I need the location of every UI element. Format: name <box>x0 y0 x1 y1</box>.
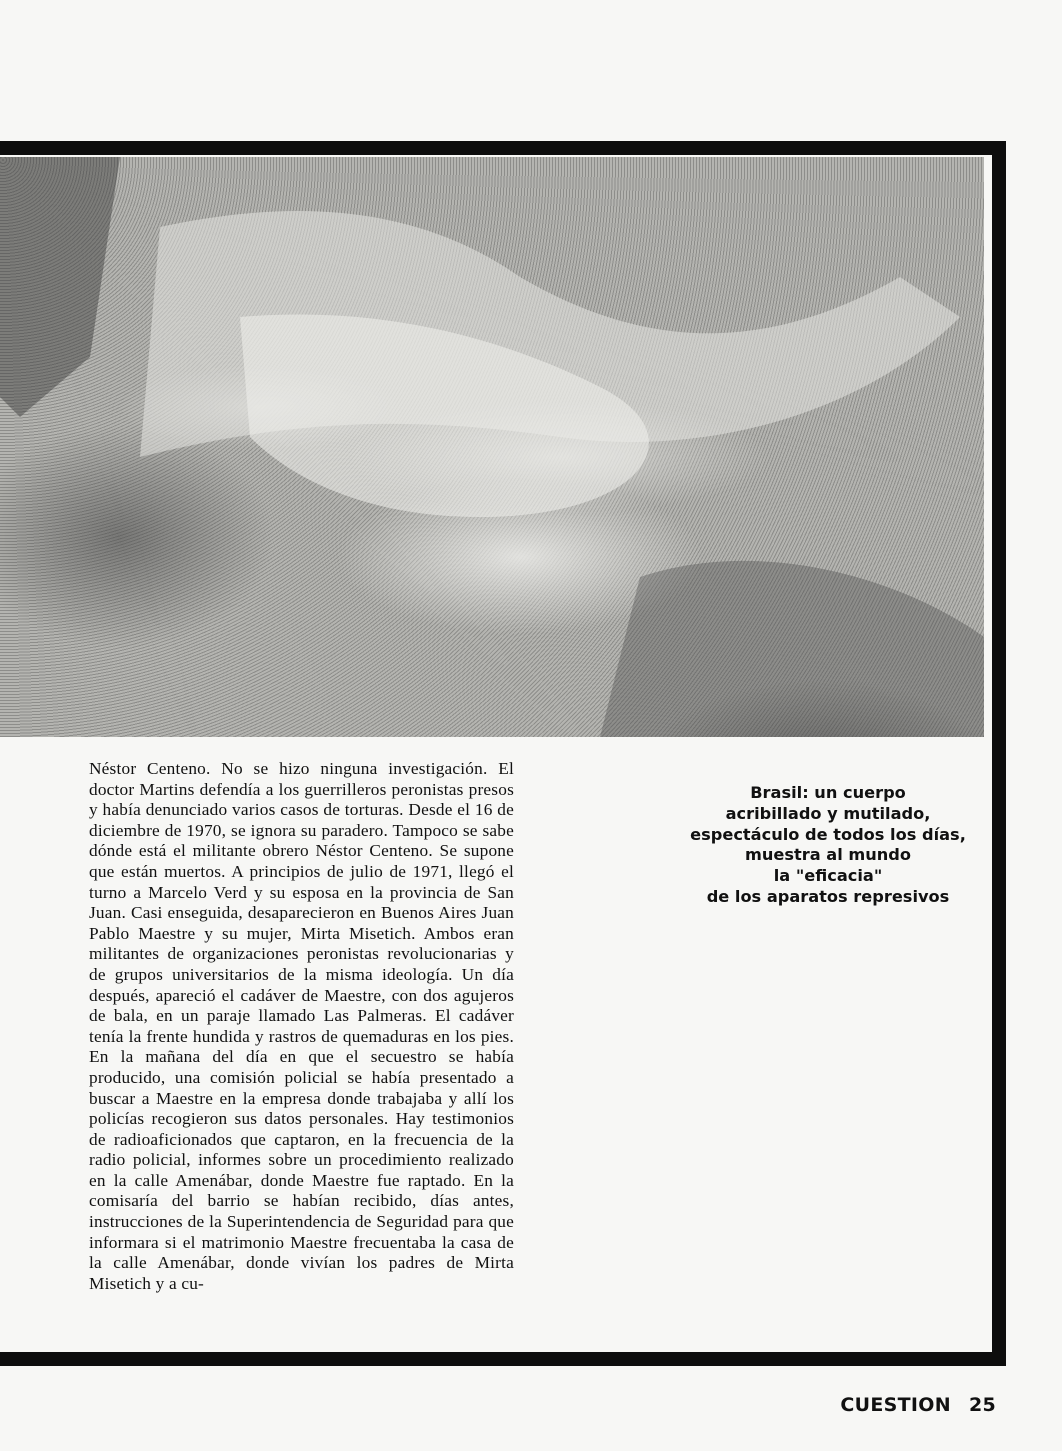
page-footer <box>840 1394 996 1416</box>
caption-line: la "eficacia" <box>773 866 883 886</box>
caption-line: espectáculo de todos los días, <box>690 824 966 844</box>
caption-line: Brasil: un cuerpo <box>750 783 906 802</box>
article-body-text: Néstor Centeno. No se hizo ninguna investigación. El doctor Martins defendía a los guerrilleros peronistas presos y había denunciado varios casos de torturas. Desde el 16 de diciembre de 1970, se ignora su paradero. Tampoco se sabe dónde está el militante obrero Néstor Centeno. Se supone que están muertos. A principios de julio de 1971, llegó el turno a Marcelo Verd y su esposa en la provincia de San Juan. Casi enseguida, desaparecieron en Buenos Aires Juan Pablo Maestre y su mujer, Mirta Misetich. Ambos eran militantes de organizaciones peronistas revolucionarias y de grupos universitarios de la misma ideología. Un día después, apareció el cadáver de Maestre, con dos agujeros de bala, en un paraje llamado Las Palmeras. El cadáver tenía la frente hundida y rastros de quemaduras en los pies. En la mañana del día en que el secuestro se había producido, una comisión policial se había presentado a buscar a Maestre en la empresa donde trabajaba y allí los policías recogieron sus datos personales. Hay testimonios de radioaficionados que captaron, en la frecuencia de la radio policial, informes sobre un procedimiento realizado en la calle Amenábar, donde Maestre fue raptado. En la comisaría del barrio se habían recibido, días antes, instrucciones de la Superintendencia de Seguridad para que informara si el matrimonio Maestre frecuentaba la casa de la calle Amenábar, donde vivían los padres de Mirta Misetich y a cu- <box>89 759 514 1293</box>
frame-bottom-rule <box>0 1352 1006 1366</box>
frame-right-rule <box>992 141 1006 1365</box>
news-photograph <box>0 157 984 737</box>
photo-caption <box>660 783 996 908</box>
caption-line: muestra al mundo <box>744 845 912 865</box>
magazine-name: CUESTION <box>840 1394 951 1416</box>
caption-line: de los aparatos represivos <box>706 886 950 906</box>
caption-line: acribillado y mutilado, <box>725 803 931 823</box>
frame-top-rule <box>0 141 1006 155</box>
page-number: 25 <box>968 1394 996 1416</box>
